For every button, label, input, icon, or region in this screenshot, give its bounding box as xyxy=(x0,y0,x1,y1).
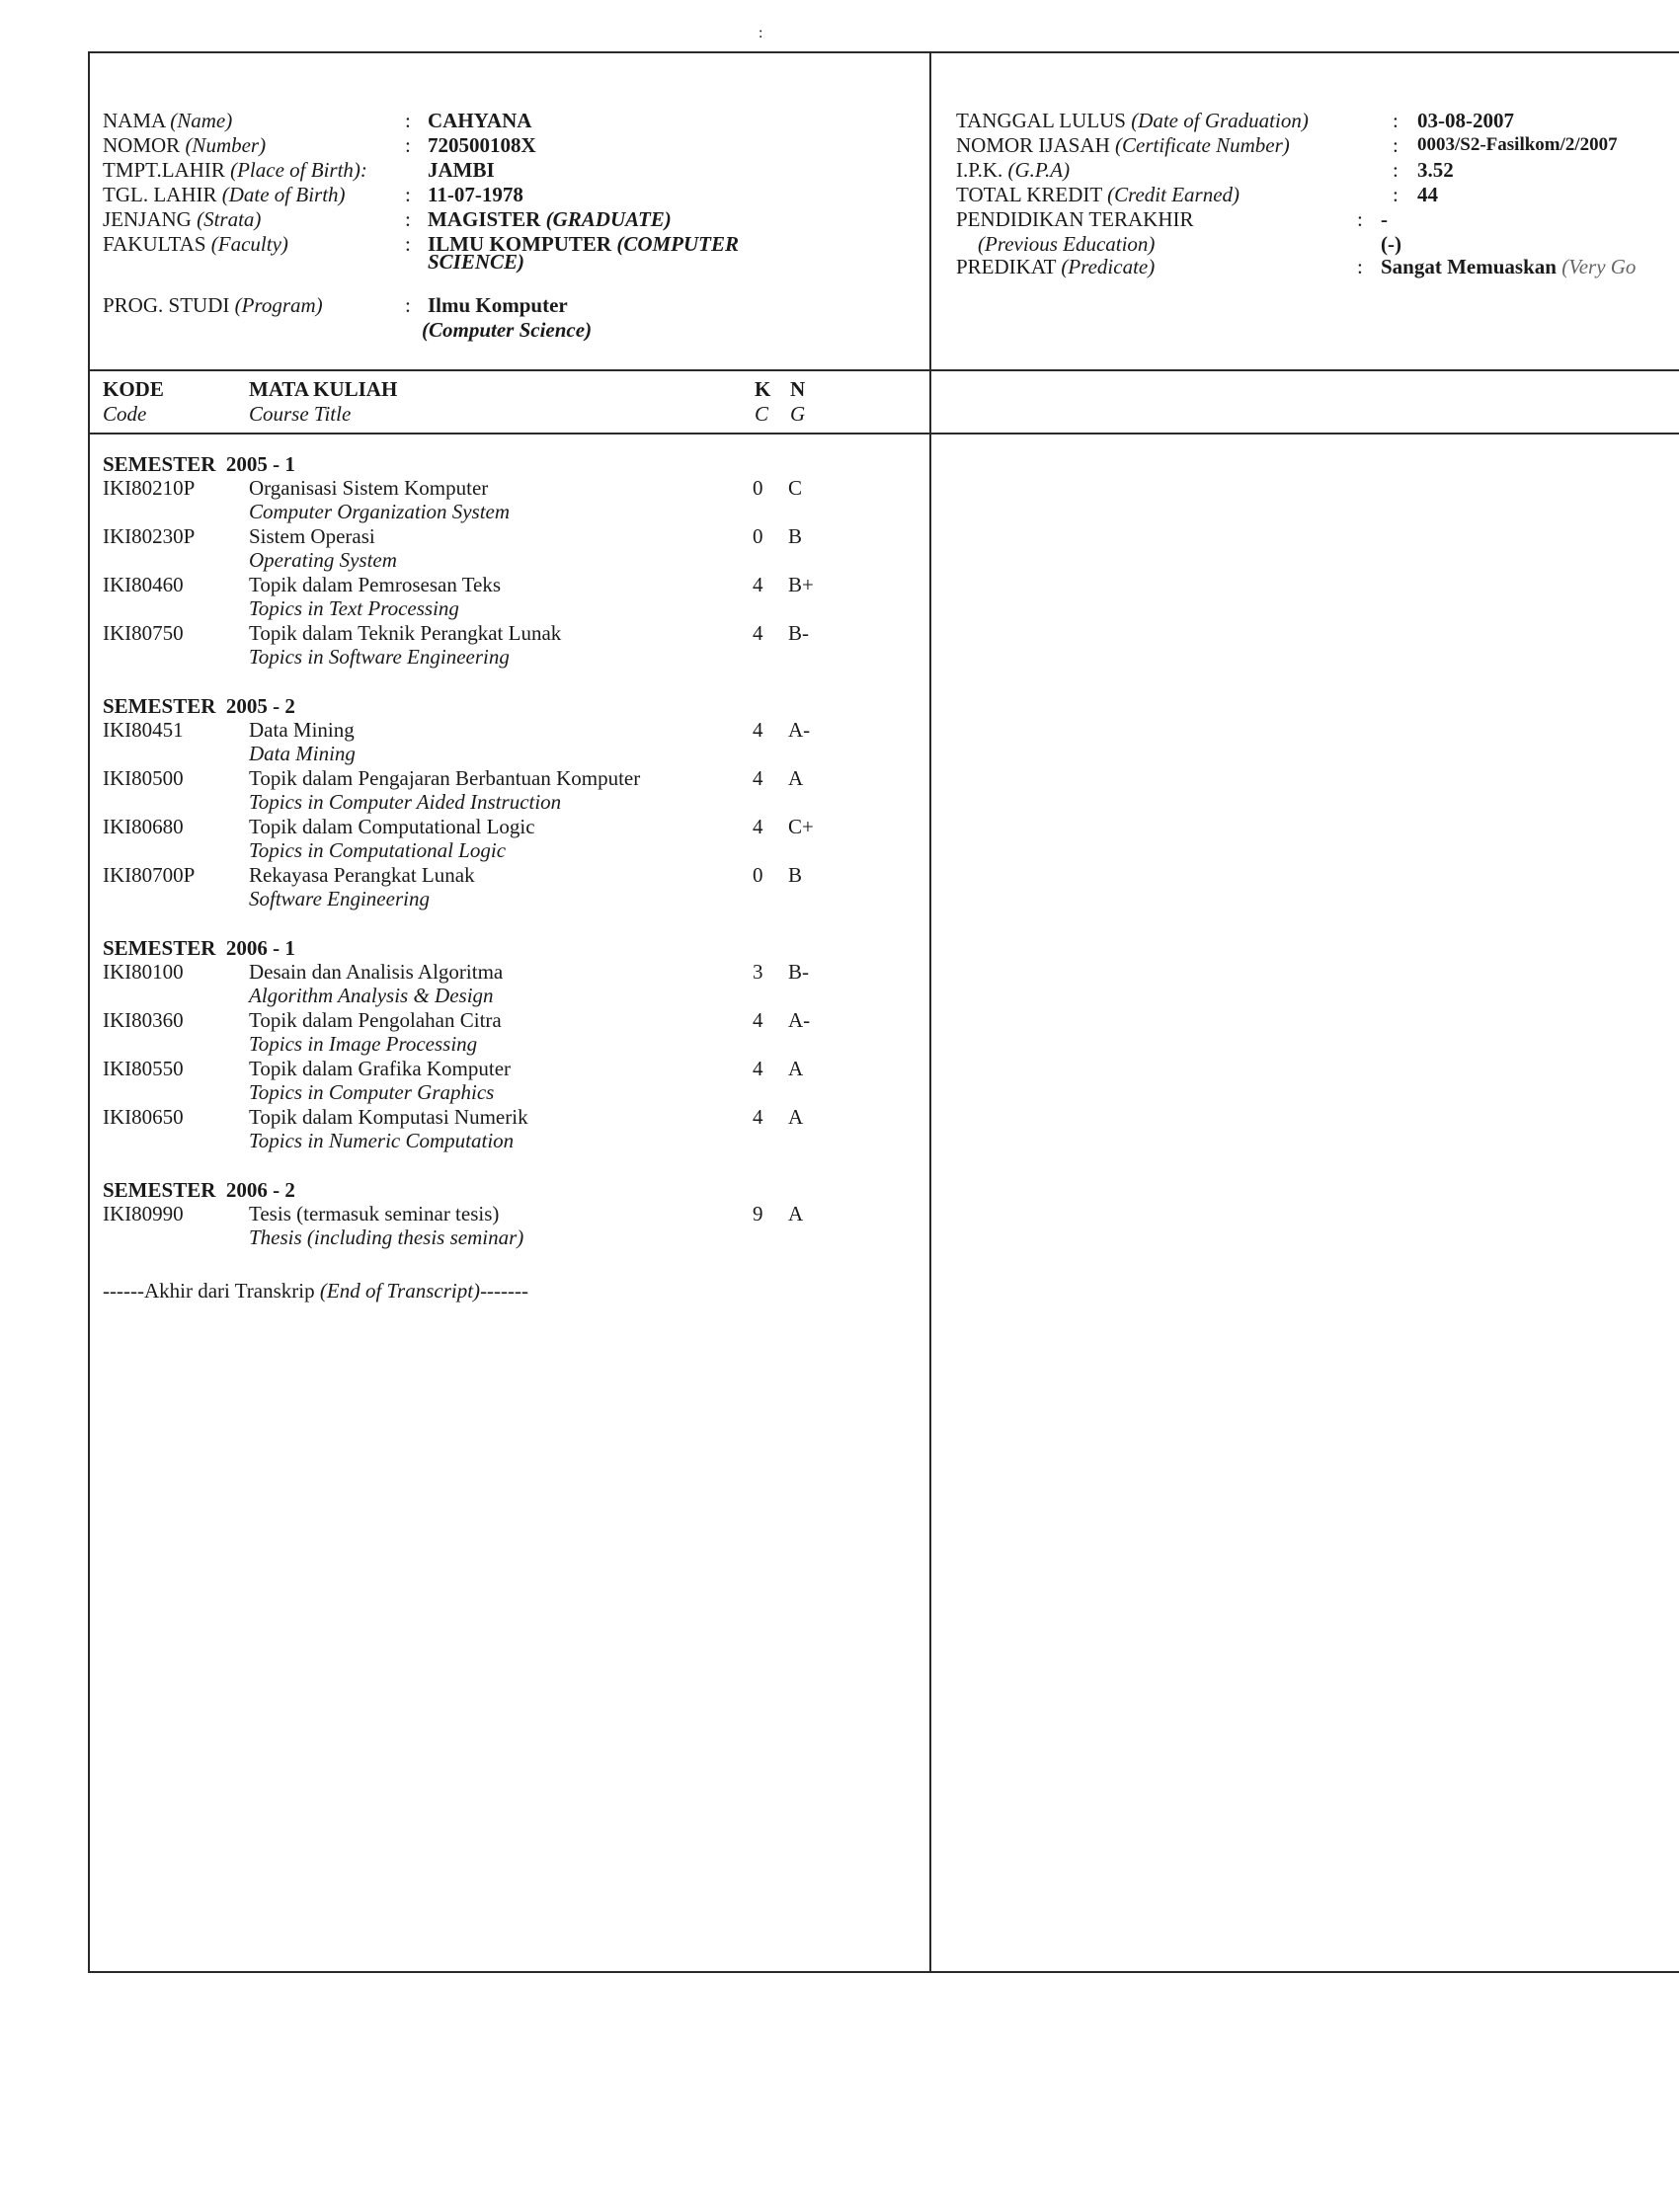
course-code: IKI80650 xyxy=(103,1105,184,1129)
semester-heading: SEMESTER 2006 - 1 xyxy=(103,936,295,960)
course-credit: 3 xyxy=(753,960,763,984)
semester-heading: SEMESTER 2005 - 1 xyxy=(103,452,295,476)
gpa-value: 3.52 xyxy=(1417,158,1454,182)
graduation-date-value: 03-08-2007 xyxy=(1417,109,1514,132)
course-title: Topik dalam Pemrosesan Teks xyxy=(249,573,502,596)
colon: : xyxy=(1393,158,1399,182)
course-title-en: Topics in Computational Logic xyxy=(249,838,507,862)
course-credit: 4 xyxy=(753,815,763,838)
dob-label: TGL. LAHIR (Date of Birth) xyxy=(103,183,346,206)
program-value: Ilmu Komputer xyxy=(428,293,568,317)
header-code-en: Code xyxy=(103,402,147,426)
course-grade: A xyxy=(788,1202,804,1225)
faculty-value-en: SCIENCE) xyxy=(428,250,525,274)
course-code: IKI80210P xyxy=(103,476,196,500)
course-code: IKI80550 xyxy=(103,1057,184,1080)
course-title-en: Topics in Text Processing xyxy=(249,596,459,620)
colon: : xyxy=(405,207,411,231)
course-title-en: Operating System xyxy=(249,548,397,572)
colon: : xyxy=(1393,109,1399,132)
course-title: Topik dalam Teknik Perangkat Lunak xyxy=(249,621,562,645)
colon: : xyxy=(1393,183,1399,206)
course-grade: B+ xyxy=(788,573,814,596)
course-credit: 4 xyxy=(753,766,763,790)
course-grade: A xyxy=(788,1057,804,1080)
course-code: IKI80680 xyxy=(103,815,184,838)
faculty-value: ILMU KOMPUTER (COMPUTER xyxy=(428,232,740,256)
semester-heading: SEMESTER 2005 - 2 xyxy=(103,694,295,718)
course-code: IKI80100 xyxy=(103,960,184,984)
course-code: IKI80451 xyxy=(103,718,184,742)
program-label: PROG. STUDI (Program) xyxy=(103,293,323,317)
frame-bottom-line xyxy=(88,1971,1679,1973)
faculty-label: FAKULTAS (Faculty) xyxy=(103,232,288,256)
course-grade: A xyxy=(788,1105,804,1129)
course-code: IKI80750 xyxy=(103,621,184,645)
course-title-en: Topics in Computer Graphics xyxy=(249,1080,495,1104)
end-of-transcript: ------Akhir dari Transkrip (End of Transcript)------- xyxy=(103,1279,529,1303)
course-title: Topik dalam Grafika Komputer xyxy=(249,1057,512,1080)
header-ng-2: G xyxy=(790,402,806,426)
colon: : xyxy=(1393,133,1399,157)
header-course: MATA KULIAH xyxy=(249,377,398,401)
course-credit: 9 xyxy=(753,1202,763,1225)
course-grade: A- xyxy=(788,718,811,742)
predicate-value: Sangat Memuaskan (Very Go xyxy=(1381,255,1637,278)
course-grade: C+ xyxy=(788,815,814,838)
course-title-en: Topics in Numeric Computation xyxy=(249,1129,515,1152)
colon: : xyxy=(1357,255,1363,278)
course-credit: 4 xyxy=(753,1105,763,1129)
previous-education-label-en: (Previous Education) xyxy=(978,232,1156,256)
gpa-label: I.P.K. (G.P.A) xyxy=(956,158,1071,182)
colon: : xyxy=(405,183,411,206)
course-title-en: Software Engineering xyxy=(249,887,430,910)
header-ng-1: N xyxy=(790,377,806,401)
course-title: Data Mining xyxy=(249,718,355,742)
course-title: Topik dalam Pengajaran Berbantuan Komputer xyxy=(249,766,641,790)
course-code: IKI80460 xyxy=(103,573,184,596)
course-grade: A- xyxy=(788,1008,811,1032)
course-code: IKI80360 xyxy=(103,1008,184,1032)
credit-value: 44 xyxy=(1417,183,1438,206)
certificate-value: 0003/S2-Fasilkom/2/2007 xyxy=(1417,134,1618,155)
course-title: Desain dan Analisis Algoritma xyxy=(249,960,504,984)
course-title-en: Algorithm Analysis & Design xyxy=(249,984,494,1007)
previous-education-value-en: (-) xyxy=(1381,232,1401,256)
course-grade: B xyxy=(788,863,803,887)
course-grade: B- xyxy=(788,621,809,645)
pob-label: TMPT.LAHIR (Place of Birth): xyxy=(103,158,367,182)
previous-education-value: - xyxy=(1381,207,1388,231)
graduation-date-label: TANGGAL LULUS (Date of Graduation) xyxy=(956,109,1309,132)
course-grade: C xyxy=(788,476,803,500)
course-code: IKI80230P xyxy=(103,524,196,548)
course-credit: 4 xyxy=(753,718,763,742)
course-code: IKI80500 xyxy=(103,766,184,790)
course-grade: B- xyxy=(788,960,809,984)
course-credit: 4 xyxy=(753,621,763,645)
course-credit: 0 xyxy=(753,476,763,500)
course-title-en: Data Mining xyxy=(249,742,356,765)
frame-left-line xyxy=(88,51,90,1973)
predicate-label: PREDIKAT (Predicate) xyxy=(956,255,1156,278)
top-mark: : xyxy=(759,25,763,41)
frame-header-top-line xyxy=(88,369,1679,371)
frame-center-line xyxy=(929,51,931,1973)
course-title-en: Topics in Computer Aided Instruction xyxy=(249,790,562,814)
header-course-en: Course Title xyxy=(249,402,352,426)
dob-value: 11-07-1978 xyxy=(428,183,523,206)
strata-label: JENJANG (Strata) xyxy=(103,207,262,231)
header-code: KODE xyxy=(103,377,164,401)
course-title: Rekayasa Perangkat Lunak xyxy=(249,863,475,887)
course-credit: 4 xyxy=(753,1057,763,1080)
previous-education-label: PENDIDIKAN TERAKHIR xyxy=(956,207,1194,231)
course-title-en: Topics in Software Engineering xyxy=(249,645,510,669)
frame-header-bottom-line xyxy=(88,433,1679,434)
colon: : xyxy=(405,232,411,256)
colon: : xyxy=(1357,207,1363,231)
course-title: Tesis (termasuk seminar tesis) xyxy=(249,1202,500,1225)
frame-top-line xyxy=(88,51,1679,53)
course-credit: 4 xyxy=(753,1008,763,1032)
certificate-label: NOMOR IJASAH (Certificate Number) xyxy=(956,133,1290,157)
colon: : xyxy=(405,293,411,317)
course-title-en: Computer Organization System xyxy=(249,500,511,523)
course-title-en: Topics in Image Processing xyxy=(249,1032,478,1056)
strata-value: MAGISTER (GRADUATE) xyxy=(428,207,672,231)
course-code: IKI80700P xyxy=(103,863,196,887)
course-code: IKI80990 xyxy=(103,1202,184,1225)
program-value-en: (Computer Science) xyxy=(422,318,593,342)
header-kc-1: K xyxy=(755,377,771,401)
colon: : xyxy=(405,133,411,157)
pob-value: JAMBI xyxy=(428,158,495,182)
number-label: NOMOR (Number) xyxy=(103,133,267,157)
course-title: Topik dalam Pengolahan Citra xyxy=(249,1008,502,1032)
credit-label: TOTAL KREDIT (Credit Earned) xyxy=(956,183,1240,206)
colon: : xyxy=(405,109,411,132)
course-credit: 0 xyxy=(753,863,763,887)
name-value: CAHYANA xyxy=(428,109,532,132)
name-label: NAMA (Name) xyxy=(103,109,233,132)
course-title: Organisasi Sistem Komputer xyxy=(249,476,489,500)
course-grade: B xyxy=(788,524,803,548)
course-title: Topik dalam Computational Logic xyxy=(249,815,535,838)
course-title: Sistem Operasi xyxy=(249,524,375,548)
course-title: Topik dalam Komputasi Numerik xyxy=(249,1105,528,1129)
course-title-en: Thesis (including thesis seminar) xyxy=(249,1225,524,1249)
number-value: 720500108X xyxy=(428,133,536,157)
course-grade: A xyxy=(788,766,804,790)
course-credit: 4 xyxy=(753,573,763,596)
course-credit: 0 xyxy=(753,524,763,548)
header-kc-2: C xyxy=(755,402,769,426)
semester-heading: SEMESTER 2006 - 2 xyxy=(103,1178,295,1202)
